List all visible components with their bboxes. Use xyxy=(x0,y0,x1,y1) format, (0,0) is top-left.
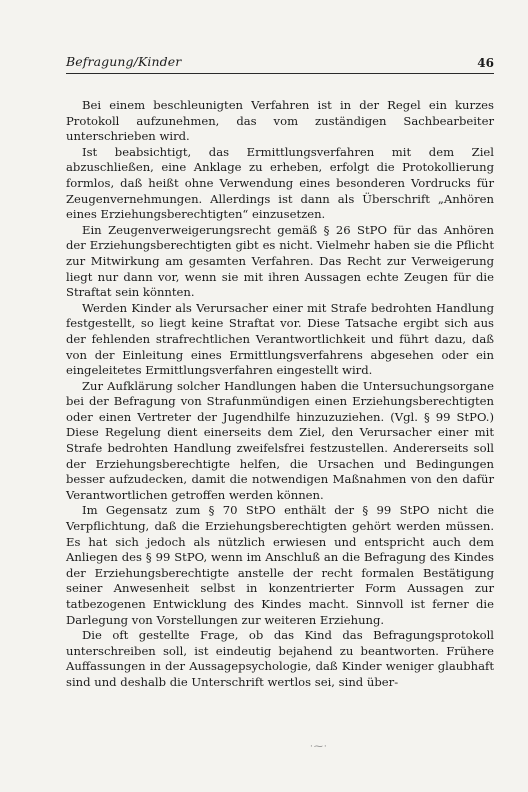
page-number: 46 xyxy=(477,56,494,70)
paragraph: Die oft gestellte Frage, ob das Kind das Befragungsprotokoll unterschreiben soll, ist eindeutig bejahend zu beantworten. Frühere Auffassungen in der Aussagepsychologie, daß Kinder weniger glaubhaft sind und deshalb die Unterschrift wertlos sei, sind über- xyxy=(66,628,494,689)
paragraph: Ist beabsichtigt, das Ermittlungsverfahren mit dem Ziel abzuschließen, eine Anklage zu erheben, erfolgt die Protokollierung formlos, daß heißt ohne Verwendung eines besonderen Vordrucks für Zeugenvernehmungen. Allerdings ist dann als Überschrift „Anhören eines Erziehungsberechtigten“ einzusetzen. xyxy=(66,144,494,222)
paragraph: Bei einem beschleunigten Verfahren ist in der Regel ein kurzes Protokoll aufzunehmen, das vom zuständigen Sachbearbeiter unterschrieben wird. xyxy=(66,98,494,144)
running-header xyxy=(66,52,494,72)
paragraph: Im Gegensatz zum § 70 StPO enthält der § 99 StPO nicht die Verpflichtung, daß die Erziehungsberechtigten gehört werden müssen. Es hat sich jedoch als nützlich erwiesen und entspricht auch dem Anliegen des § 99 StPO, wenn im Anschluß an die Befragung des Kindes der Erziehungsberechtigte anstelle der recht formalen Bestätigung seiner Anwesenheit selbst in konzentrierter Form Aussagen zur tatbezogenen Entwicklung des Kindes macht. Sinnvoll ist ferner die Darlegung von Vorstellungen zur weiteren Erziehung. xyxy=(66,503,494,627)
scan-smudge: ·⁓· xyxy=(310,742,328,752)
running-header-title: Befragung/Kinder xyxy=(66,54,182,69)
paragraph: Ein Zeugenverweigerungsrecht gemäß § 26 StPO für das Anhören der Erziehungsberechtigten gibt es nicht. Vielmehr haben sie die Pflicht zur Mitwirkung am gesamten Verfahren. Das Recht zur Verweigerung liegt nur dann vor, wenn sie mit ihren Aussagen echte Zeugen für die Straftat sein könnten. xyxy=(66,222,494,300)
paragraph: Zur Aufklärung solcher Handlungen haben die Untersuchungsorgane bei der Befragung von Strafunmündigen einen Erziehungsberechtigten oder einen Vertreter der Jugendhilfe hinzuzuziehen. (Vgl. § 99 StPO.) Diese Regelung dient einerseits dem Ziel, den Verursacher einer mit Strafe bedrohten Handlung zweifelsfrei festzustellen. Andererseits soll der Erziehungsberechtigte helfen, die Ursachen und Bedingungen besser aufzudecken, damit die notwendigen Maßnahmen von den dafür Verantwortlichen getroffen werden können. xyxy=(66,378,494,502)
body-text xyxy=(66,98,494,691)
paragraph: Werden Kinder als Verursacher einer mit Strafe bedrohten Handlung festgestellt, so liegt keine Straftat vor. Diese Tatsache ergibt sich aus der fehlenden strafrechtlichen Verantwortlichkeit und führt dazu, daß von der Einleitung eines Ermittlungsverfahrens abgesehen oder ein eingeleitetes Ermittlungsverfahren eingestellt wird. xyxy=(66,300,494,378)
header-rule xyxy=(66,73,494,74)
